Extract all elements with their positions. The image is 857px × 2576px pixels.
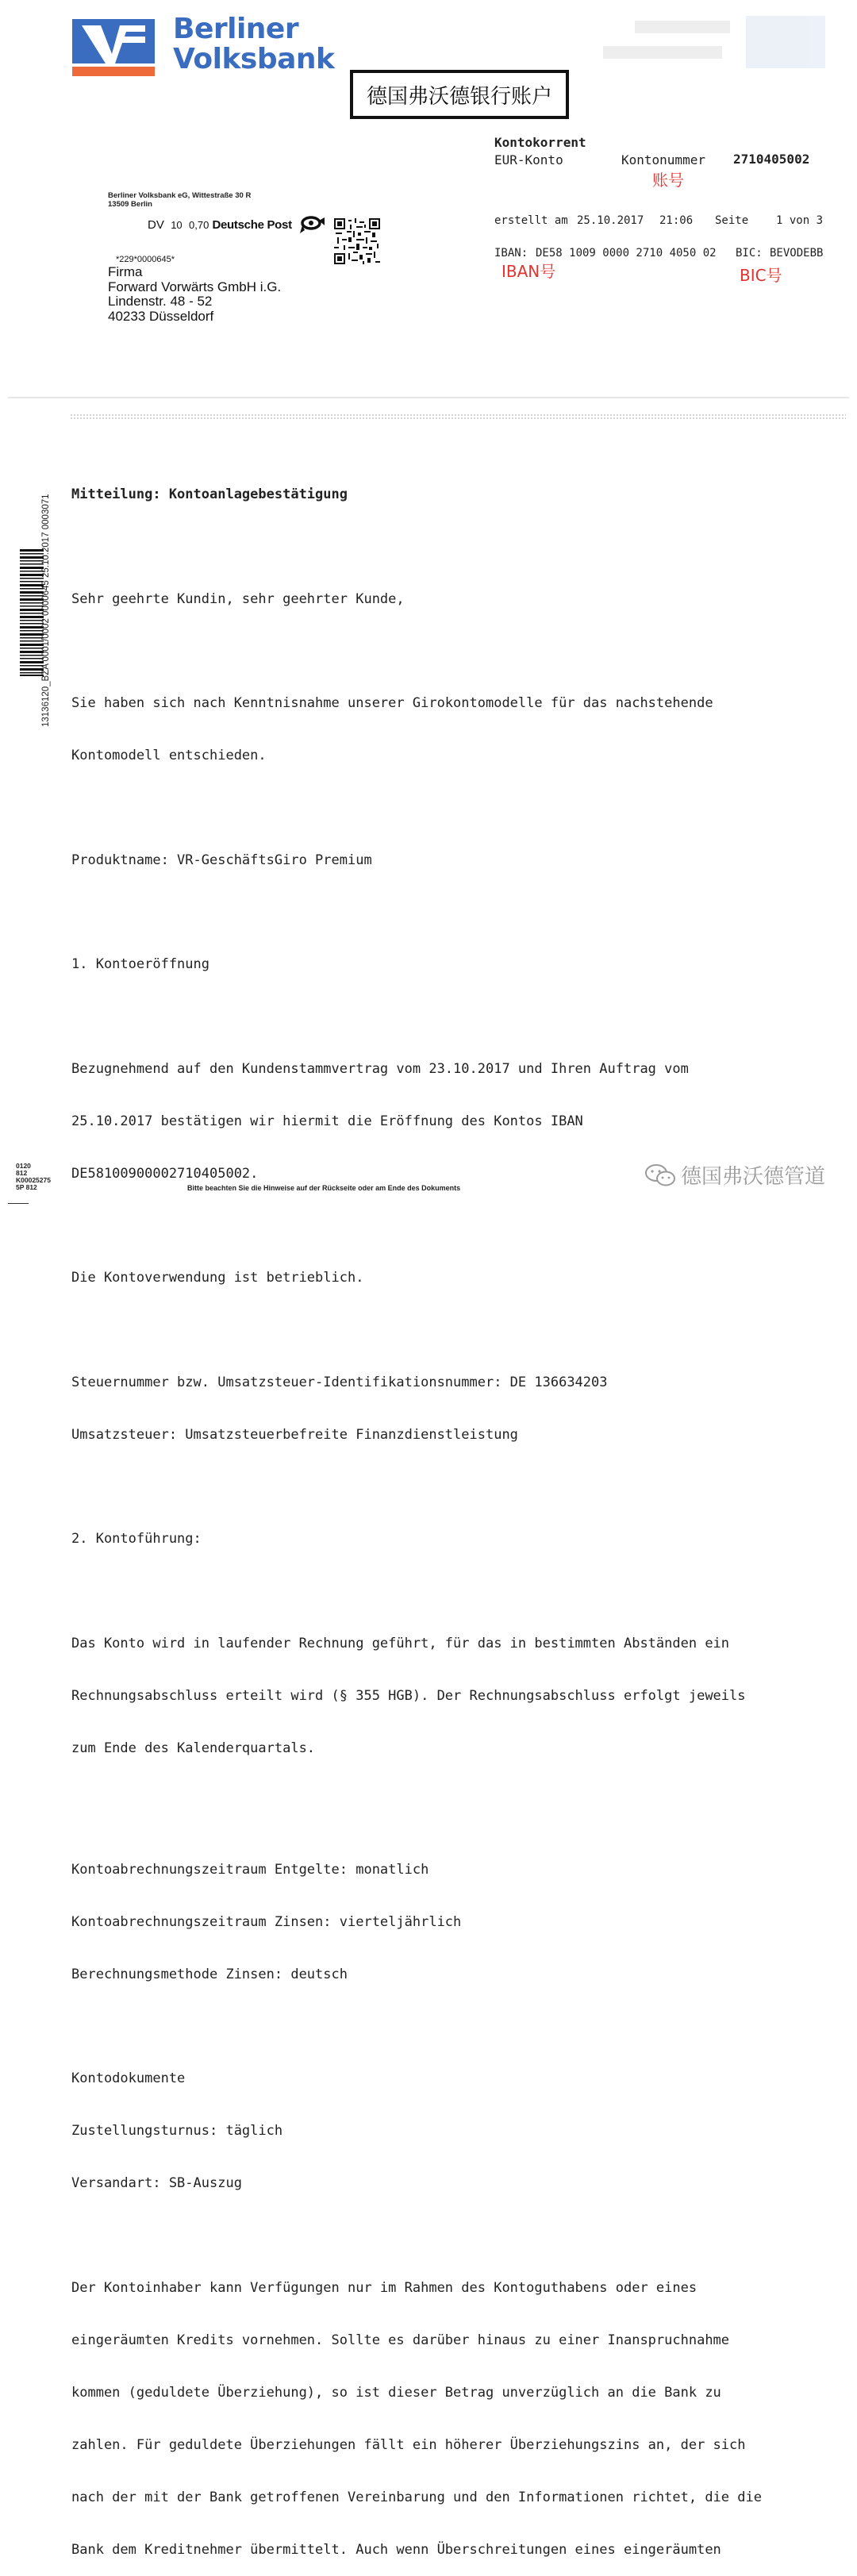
created-time: 21:06 xyxy=(659,214,694,227)
paragraph-line: Rechnungsabschluss erteilt wird (§ 355 HGB). Der Rechnungsabschluss erfolgt jeweils xyxy=(71,1687,746,1704)
product-name: Produktname: VR-GeschäftsGiro Premium xyxy=(71,852,372,868)
footer-code: 5P 812 xyxy=(16,1183,37,1191)
postage-num: 10 xyxy=(171,219,183,231)
letter-subject: Mitteilung: Kontoanlagebestätigung xyxy=(71,486,348,502)
iban-label: IBAN: xyxy=(494,247,528,260)
paragraph-line: 25.10.2017 bestätigen wir hiermit die Eröffnung des Kontos IBAN xyxy=(71,1113,583,1129)
paragraph-line: Kontomodell entschieden. xyxy=(71,748,267,763)
created-label: erstellt am xyxy=(494,214,568,227)
paragraph-line: Sie haben sich nach Kenntnisnahme unserer Girokontomodelle für das nachstehende xyxy=(71,695,713,711)
recipient-address xyxy=(108,254,281,324)
watermark-text: 德国弗沃德管道 xyxy=(681,1165,826,1189)
post-horn-icon xyxy=(300,216,325,235)
footer-rule xyxy=(8,1203,29,1204)
paragraph-line: Steuernummer bzw. Umsatzsteuer-Identifikationsnummer: DE 136634203 xyxy=(71,1374,608,1390)
annotation-box: 德国弗沃德银行账户 xyxy=(350,70,569,119)
qr-code-icon xyxy=(334,218,380,264)
footer-code: K00025275 xyxy=(16,1176,51,1184)
paragraph-line: Die Kontoverwendung ist betrieblich. xyxy=(71,1270,364,1286)
paragraph-line: nach der mit der Bank getroffenen Vereinbarung und den Informationen richtet, die die xyxy=(71,2489,762,2505)
paragraph-line: zum Ende des Kalenderquartals. xyxy=(71,1740,316,1756)
recipient-line: 40233 Düsseldorf xyxy=(108,308,214,324)
account-number-note: 账号 xyxy=(652,171,684,190)
fold-line xyxy=(8,397,849,398)
footer-code: 812 xyxy=(16,1169,28,1177)
sender-line1: Berliner Volksbank eG, Wittestraße 30 R xyxy=(108,191,252,200)
letter-greeting: Sehr geehrte Kundin, sehr geehrter Kunde, xyxy=(71,590,405,607)
footer-note: Bitte beachten Sie die Hinweise auf der Rückseite oder am Ende des Dokuments xyxy=(187,1184,461,1192)
paragraph-line: Bezugnehmend auf den Kundenstammvertrag vom 23.10.2017 und Ihren Auftrag vom xyxy=(71,1060,689,1077)
side-document-number: 13136120_BZA 0001/0002 0000645 25.10.2017 0003071 xyxy=(41,494,51,727)
account-currency: EUR-Konto xyxy=(494,152,563,167)
bic-value: BEVODEBB xyxy=(770,247,824,260)
sender-address xyxy=(108,191,251,209)
postage-carrier: Deutsche Post xyxy=(212,218,292,232)
berliner-volksbank-logo-icon xyxy=(72,19,155,76)
bank-name xyxy=(173,14,334,75)
paragraph-line: zahlen. Für geduldete Überziehungen fällt ein höherer Überziehungszins an, der sich xyxy=(71,2436,746,2453)
bic-label: BIC: xyxy=(736,247,763,260)
paragraph-line: Versandart: SB-Auszug xyxy=(71,2175,242,2191)
created-date: 25.10.2017 xyxy=(577,214,644,227)
account-number-label: Kontonummer xyxy=(621,152,705,167)
iban-value: DE58 1009 0000 2710 4050 02 xyxy=(536,247,717,260)
footer-code: 0120 xyxy=(16,1162,31,1170)
account-type: Kontokorrent xyxy=(494,135,586,150)
wechat-icon xyxy=(644,1163,676,1187)
paragraph-line: Zustellungsturnus: täglich xyxy=(71,2123,283,2139)
recipient-code: *229*0000645* xyxy=(116,255,175,264)
faded-background-header xyxy=(603,16,841,71)
section-heading: 1. Kontoeröffnung xyxy=(71,956,209,972)
postage-price: 0,70 xyxy=(189,219,209,231)
watermark xyxy=(644,1160,825,1190)
page-label: Seite xyxy=(715,214,749,227)
bank-name-line1: Berliner xyxy=(173,13,299,45)
paragraph-line: DE58100900002710405002. xyxy=(71,1165,259,1182)
bank-name-line2: Volksbank xyxy=(173,43,335,75)
paragraph-line: Kontodokumente xyxy=(71,2070,186,2086)
account-number: 2710405002 xyxy=(733,152,810,167)
page-number: 1 von 3 xyxy=(776,214,824,227)
paragraph-line: Kontoabrechnungszeitraum Entgelte: monatlich xyxy=(71,1861,429,1878)
paragraph-line: kommen (geduldete Überziehung), so ist dieser Betrag unverzüglich an die Bank zu xyxy=(71,2384,721,2401)
side-barcode-icon xyxy=(20,549,44,676)
paragraph-line: eingeräumten Kredits vornehmen. Sollte es darüber hinaus zu einer Inanspruchnahme xyxy=(71,2332,730,2348)
paragraph-line: Der Kontoinhaber kann Verfügungen nur im Rahmen des Kontoguthabens oder eines xyxy=(71,2279,698,2296)
recipient-line: Forward Vorwärts GmbH i.G. xyxy=(108,279,282,294)
paragraph-line: Bank dem Kreditnehmer übermittelt. Auch wenn Überschreitungen eines eingeräumten xyxy=(71,2541,721,2558)
bic-note: BIC号 xyxy=(740,266,782,285)
sender-line2: 13509 Berlin xyxy=(108,200,152,209)
section-heading: 2. Kontoführung: xyxy=(71,1531,202,1547)
footer-codes xyxy=(16,1163,51,1191)
paragraph-line: Kontoabrechnungszeitraum Zinsen: vierteljährlich xyxy=(71,1913,462,1930)
recipient-line: Firma xyxy=(108,264,143,279)
paragraph-line: Berechnungsmethode Zinsen: deutsch xyxy=(71,1966,348,1982)
iban-note: IBAN号 xyxy=(502,262,556,281)
letter-body xyxy=(71,451,762,2576)
postage-dv: DV xyxy=(148,218,164,232)
recipient-line: Lindenstr. 48 - 52 xyxy=(108,294,213,309)
postage-info xyxy=(148,218,292,232)
paragraph-line: Umsatzsteuer: Umsatzsteuerbefreite Finanzdienstleistung xyxy=(71,1426,518,1443)
paragraph-line: Das Konto wird in laufender Rechnung geführt, für das in bestimmten Abständen ein xyxy=(71,1635,730,1651)
dotted-separator xyxy=(70,413,846,420)
